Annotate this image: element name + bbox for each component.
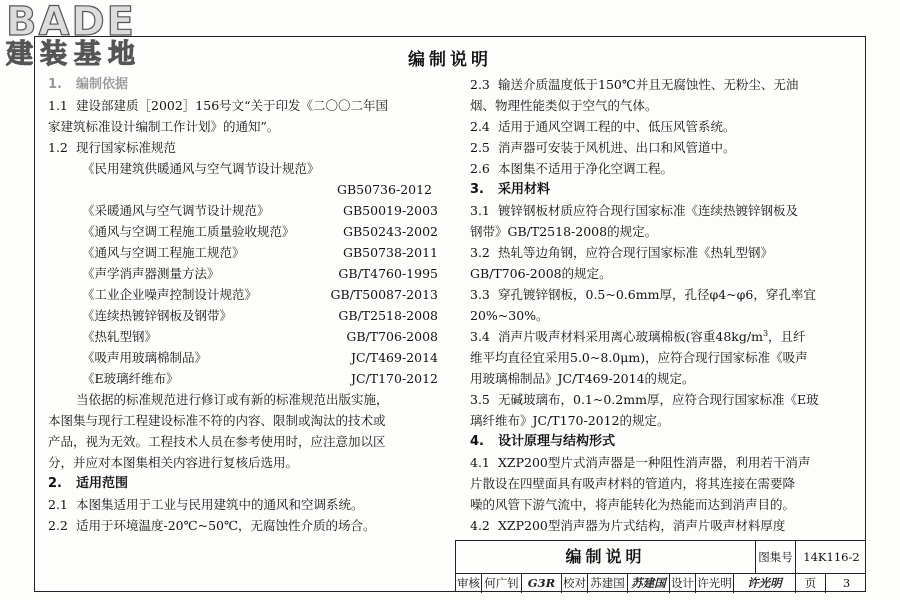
clause-3-1 — [470, 200, 854, 221]
clause-text: 消声器可安装于风机进、出口和风管道中。 — [498, 140, 736, 155]
clause-3-2-cont: GB/T706-2008的规定。 — [470, 266, 612, 281]
standard-name-long: 《民用建筑供暖通风与空气调节设计规范》 — [82, 161, 320, 176]
standard-code-long: GB50736-2012 — [337, 182, 432, 197]
section-title: 编制依据 — [76, 77, 129, 92]
right-column — [470, 74, 854, 536]
standard-row — [48, 221, 438, 242]
note-line: 分，并应对本图集相关内容进行复核后选用。 — [48, 455, 299, 470]
standard-name: 《通风与空调工程施工规范》 — [82, 245, 245, 260]
standard-name: 《热轧型钢》 — [82, 329, 158, 344]
clause-number: 2.1 — [48, 497, 68, 512]
section-4-heading — [470, 431, 854, 452]
clause-text: 本图集不适用于净化空调工程。 — [498, 161, 674, 176]
standard-row — [48, 347, 438, 368]
clause-2-3-cont: 烟、物理性能类似于空气的气体。 — [470, 98, 658, 113]
standard-row — [48, 263, 438, 284]
clause-text: 镀锌钢板材质应符合现行国家标准《连续热镀锌钢板及 — [498, 203, 799, 218]
clause-text: 适用于环境温度-20℃~50℃，无腐蚀性介质的场合。 — [76, 518, 376, 533]
designer-name: 许光明 — [696, 573, 734, 593]
clause-text: 无碱玻璃布，0.1~0.2mm厚，应符合现行国家标准《E玻 — [498, 392, 819, 407]
standard-name: 《采暖通风与空气调节设计规范》 — [82, 203, 270, 218]
section-number: 3. — [470, 182, 484, 197]
clause-2-1 — [48, 494, 438, 515]
brand-logo — [6, 2, 142, 70]
clause-number: 4.2 — [470, 518, 490, 533]
standard-code: GB/T706-2008 — [346, 329, 438, 344]
standard-row — [48, 200, 438, 221]
left-column — [48, 74, 438, 536]
clause-3-5 — [470, 389, 854, 410]
clause-text: 本图集适用于工业与民用建筑中的通风和空调系统。 — [76, 497, 364, 512]
atlas-number-label: 图集号 — [756, 541, 796, 573]
clause-2-2 — [48, 515, 438, 536]
clause-3-4 — [470, 326, 854, 347]
clause-1-1 — [48, 95, 438, 116]
clause-4-1 — [470, 452, 854, 473]
note-line: 产品，视为无效。工程技术人员在参考使用时，应注意加以区 — [48, 434, 386, 449]
clause-number: 3.4 — [470, 329, 490, 344]
standard-row — [48, 305, 438, 326]
note-line: 当依据的标准规范进行修订或有新的标准规范出版实施， — [76, 392, 389, 407]
standard-code: GB/T4760-1995 — [338, 266, 438, 281]
designer-signature: 许光明 — [734, 573, 796, 593]
standard-name: 《通风与空调工程施工质量验收规范》 — [82, 224, 295, 239]
standard-name: 《声学消声器测量方法》 — [82, 266, 220, 281]
clause-number: 1.1 — [48, 98, 68, 113]
clause-number: 3.3 — [470, 287, 490, 302]
section-title: 采用材料 — [498, 182, 551, 197]
clause-3-5-cont: 璃纤维布》JC/T170-2012的规定。 — [470, 413, 670, 428]
standard-name: 《吸声用玻璃棉制品》 — [82, 350, 208, 365]
clause-number: 2.2 — [48, 518, 68, 533]
standard-code: GB/T50087-2013 — [330, 287, 438, 302]
standard-row — [48, 368, 438, 389]
clause-2-4 — [470, 116, 854, 137]
clause-1-1-cont: 家建筑标准设计编制工作计划》的通知”。 — [48, 119, 280, 134]
clause-3-3 — [470, 284, 854, 305]
review-label: 审核 — [456, 573, 482, 593]
standard-code: GB/T2518-2008 — [338, 308, 438, 323]
clause-number: 2.4 — [470, 119, 490, 134]
clause-4-1-cont: 噪的风管下游气流中，将声能转化为热能而达到消声目的。 — [470, 497, 796, 512]
standard-code: JC/T170-2012 — [350, 371, 438, 386]
title-block — [455, 540, 866, 592]
clause-text: XZP200型消声器为片式结构，消声片吸声材料厚度 — [498, 518, 786, 533]
clause-3-3-cont: 20%~30%。 — [470, 308, 549, 323]
section-title: 适用范围 — [76, 476, 129, 491]
clause-2-5 — [470, 137, 854, 158]
section-1-heading — [48, 74, 438, 95]
reviewer-signature: G3R — [522, 573, 562, 593]
clause-4-2 — [470, 515, 854, 536]
standard-name: 《E玻璃纤维布》 — [82, 371, 179, 386]
clause-text: 输送介质温度低于150℃并且无腐蚀性、无粉尘、无油 — [498, 77, 799, 92]
clause-number: 4.1 — [470, 455, 490, 470]
standard-row — [48, 242, 438, 263]
proofer-signature: 苏建国 — [628, 573, 670, 593]
logo-brand-text: BADE — [6, 0, 136, 45]
standard-code: GB50738-2011 — [343, 245, 438, 260]
clause-3-1-cont: 钢带》GB/T2518-2008的规定。 — [470, 224, 658, 239]
note-line: 本图集与现行工程建设标准不符的内容、限制或淘汰的技术或 — [48, 413, 386, 428]
clause-3-2 — [470, 242, 854, 263]
clause-text: 穿孔镀锌钢板，0.5~0.6mm厚，孔径φ4~φ6，穿孔率宜 — [498, 287, 816, 302]
section-3-heading — [470, 179, 854, 200]
section-2-heading — [48, 473, 438, 494]
clause-text: 建设部建质［2002］156号文“关于印发《二〇〇二年国 — [76, 98, 389, 113]
clause-number: 2.3 — [470, 77, 490, 92]
section-number: 1. — [48, 77, 62, 92]
proof-label: 校对 — [562, 573, 588, 593]
section-number: 4. — [470, 434, 484, 449]
clause-text: 适用于通风空调工程的中、低压风管系统。 — [498, 119, 736, 134]
clause-2-3 — [470, 74, 854, 95]
standard-name: 《工业企业噪声控制设计规范》 — [82, 287, 258, 302]
section-number: 2. — [48, 476, 62, 491]
standard-row — [48, 284, 438, 305]
clause-number: 3.1 — [470, 203, 490, 218]
clause-number: 3.2 — [470, 245, 490, 260]
clause-text: ，且纤 — [768, 329, 806, 344]
clause-number: 2.6 — [470, 161, 490, 176]
clause-number: 3.5 — [470, 392, 490, 407]
page-number: 3 — [842, 576, 851, 590]
standard-code: GB50019-2003 — [343, 203, 438, 218]
clause-text: XZP200型片式消声器是一种阻性消声器，利用若干消声 — [498, 455, 811, 470]
standard-name: 《连续热镀锌钢板及钢带》 — [82, 308, 233, 323]
clause-text: 现行国家标准规范 — [76, 140, 177, 155]
clause-text: 热轧等边角钢，应符合现行国家标准《热轧型钢》 — [498, 245, 774, 260]
standard-row — [48, 326, 438, 347]
clause-3-4-cont: 用玻璃棉制品》JC/T469-2014的规定。 — [470, 371, 695, 386]
design-label: 设计 — [670, 573, 696, 593]
page-label: 页 — [796, 573, 826, 593]
title-block-row-top — [456, 541, 866, 574]
logo-sub-text: 建装基地 — [6, 39, 142, 70]
clause-3-4-cont: 维平均直径宜采用5.0~8.0μm)，应符合现行国家标准《吸声 — [470, 350, 808, 365]
reviewer-name: 何广钊 — [482, 573, 522, 593]
clause-4-1-cont: 片散设在四壁面具有吸声材料的管道内，将其连接在需要降 — [470, 476, 796, 491]
clause-text: 消声片吸声材料采用离心玻璃棉板(容重48kg/m — [498, 329, 763, 344]
atlas-number: 14K116-2 — [803, 550, 860, 564]
clause-number: 2.5 — [470, 140, 490, 155]
proofer-name: 苏建国 — [588, 573, 628, 593]
standard-code: GB50243-2002 — [343, 224, 438, 239]
clause-2-6 — [470, 158, 854, 179]
section-title: 设计原理与结构形式 — [498, 434, 616, 449]
page-title: 编制说明 — [408, 50, 492, 70]
clause-1-2 — [48, 137, 438, 158]
title-block-row-bottom — [456, 573, 866, 593]
standard-code: JC/T469-2014 — [350, 350, 438, 365]
superscript: 3 — [762, 328, 769, 338]
title-block-title: 编制说明 — [456, 541, 756, 573]
clause-number: 1.2 — [48, 140, 68, 155]
